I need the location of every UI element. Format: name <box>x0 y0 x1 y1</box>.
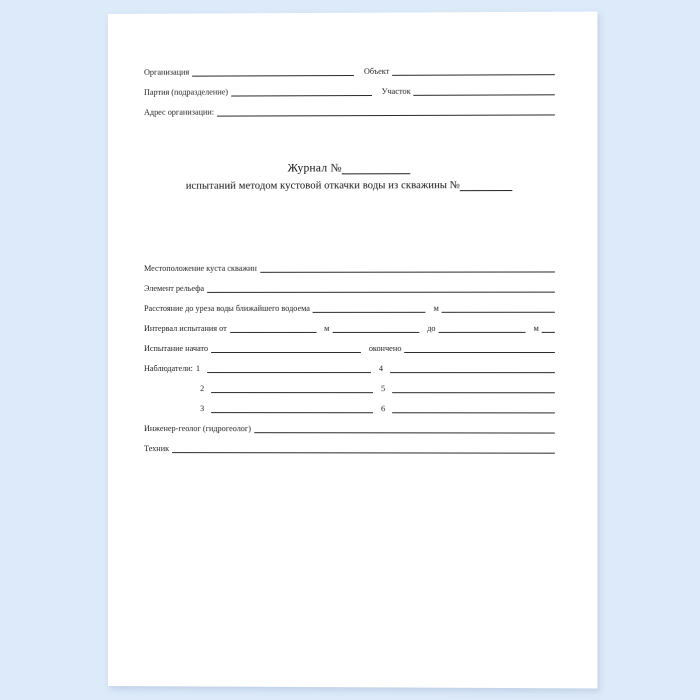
field-row-relief-element <box>144 284 555 293</box>
input-engineer-geologist[interactable] <box>254 424 555 433</box>
observer-number-2: 2 <box>200 384 205 394</box>
observer-number-1: 1 <box>195 364 201 374</box>
document-content <box>108 12 597 689</box>
label-engineer-geologist: Инженер-геолог (гидрогеолог) <box>144 424 252 434</box>
input-organization[interactable] <box>192 67 354 77</box>
observer-number-4: 4 <box>378 364 384 374</box>
field-row-well-cluster-location <box>144 263 555 273</box>
input-test-started[interactable] <box>211 344 361 353</box>
label-test-interval: Интервал испытания от <box>144 324 227 334</box>
input-distance-to-water-extra[interactable] <box>442 304 555 313</box>
field-row-technician <box>144 444 555 454</box>
document-page <box>108 12 597 689</box>
title-subtitle-text: испытаний методом кустовой откачки воды из скважины № <box>185 180 461 192</box>
field-row-organization <box>144 66 555 77</box>
label-organization: Организация <box>144 67 190 77</box>
observer-number-3: 3 <box>200 404 205 414</box>
unit-meters-distance: м <box>433 303 439 313</box>
input-object[interactable] <box>392 66 555 76</box>
input-journal-number[interactable] <box>342 173 411 174</box>
title-line-2 <box>144 180 555 192</box>
input-test-interval-to[interactable] <box>439 324 526 333</box>
input-technician[interactable] <box>172 444 555 454</box>
input-observer-3[interactable] <box>211 404 373 413</box>
vertical-spacer <box>144 201 555 264</box>
label-observers: Наблюдатели: <box>144 364 193 374</box>
unit-meters-to: м <box>533 323 539 333</box>
input-observer-1[interactable] <box>207 364 371 373</box>
unit-meters-from: м <box>324 324 330 334</box>
input-plot[interactable] <box>414 86 555 96</box>
input-well-cluster-location[interactable] <box>260 263 555 272</box>
input-observer-6[interactable] <box>392 404 555 413</box>
field-row-test-dates <box>144 344 555 353</box>
input-test-interval-from[interactable] <box>230 324 316 333</box>
label-test-started: Испытание начато <box>144 344 209 354</box>
document-title <box>144 162 555 192</box>
field-row-party <box>144 86 555 97</box>
input-test-interval-mid[interactable] <box>332 324 419 333</box>
label-technician: Техник <box>144 444 170 454</box>
label-test-finished: окончено <box>368 344 402 354</box>
input-distance-to-water[interactable] <box>313 304 426 313</box>
input-party[interactable] <box>231 87 371 97</box>
label-party: Партия (подразделение) <box>144 87 229 97</box>
field-row-address <box>144 106 555 117</box>
input-relief-element[interactable] <box>207 284 555 293</box>
field-row-distance-to-water <box>144 304 555 313</box>
field-row-observer-2 <box>144 384 555 393</box>
label-plot: Участок <box>381 86 411 96</box>
label-address: Адрес организации: <box>144 107 215 117</box>
label-relief-element: Элемент рельефа <box>144 283 205 294</box>
field-row-observer-3 <box>144 404 555 413</box>
input-observer-5[interactable] <box>392 384 555 393</box>
label-well-cluster-location: Местоположение куста скважин <box>144 263 257 274</box>
input-observer-2[interactable] <box>211 384 373 393</box>
field-row-engineer-geologist <box>144 424 555 434</box>
input-test-interval-tail[interactable] <box>542 324 555 333</box>
observer-number-6: 6 <box>381 404 386 414</box>
input-address[interactable] <box>217 106 555 116</box>
title-journal-number-label: Журнал № <box>287 162 342 175</box>
observer-number-5: 5 <box>381 384 386 394</box>
input-test-finished[interactable] <box>404 344 554 353</box>
input-well-number[interactable] <box>460 190 513 191</box>
input-observer-4[interactable] <box>390 364 555 373</box>
label-to: до <box>427 323 436 334</box>
label-object: Объект <box>363 66 390 76</box>
field-row-observer-1 <box>144 364 555 373</box>
title-line-1 <box>144 162 555 175</box>
field-row-test-interval <box>144 324 555 333</box>
label-distance-to-water: Расстояние до уреза воды ближайшего водоема <box>144 303 310 314</box>
